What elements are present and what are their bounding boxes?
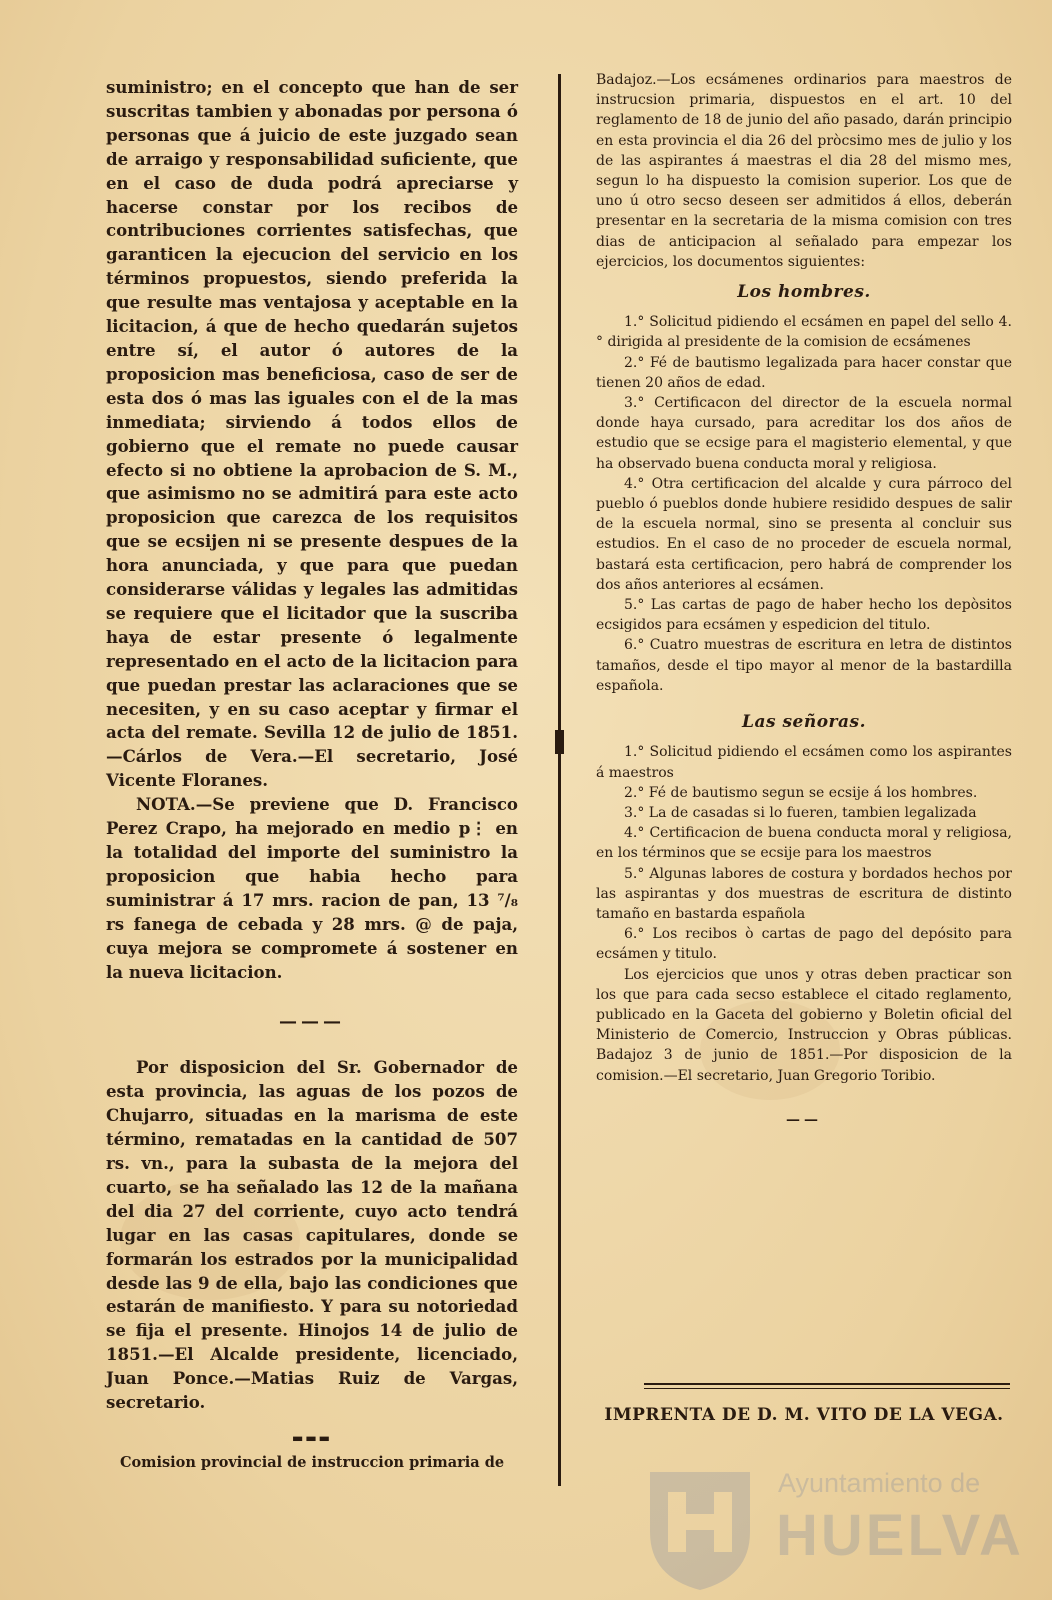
right-column [596, 70, 1012, 1130]
separator: —— [786, 1111, 822, 1128]
license-paragraph: suministro; en el concepto que han de ser suscritas tambien y abonadas por persona ó personas que á juicio de este juzgado sean de arraigo y responsabilidad suficiente, que en el caso de duda podrá apreciarse y hacerse constar por los recibos de contribuciones corrientes satisfechas, que garanticen la ejecucion del servicio en los términos propuestos, siendo preferida la que resulte mas ventajosa y aceptable en la licitacion, á que de hecho quedarán sujetos entre sí, el autor ó autores de la proposicion mas beneficiosa, caso de ser de esta dos ó mas las iguales con el de la mas inmediata; sirviendo á todos ellos de gobierno que el remate no puede causar efecto si no obtiene la aprobacion de S. M., que asimismo no se admitirá para este acto proposicion que carezca de los requisitos que se ecsijen ni se presente despues de la hora anunciada, y que para que puedan considerarse válidas y legales las admitidas se requiere que el licitador que la suscriba haya de estar presente ó legalmente representado en el acto de la licitacion para que puedan prestar las aclaraciones que se necesiten, y en su caso aceptar y firmar el acta del remate. Sevilla 12 de julio de 1851.—Cárlos de Vera.—El secretario, José Vicente Floranes. [106, 77, 518, 791]
column-divider [558, 74, 561, 1486]
wells-auction-paragraph: Por disposicion del Sr. Gobernador de esta provincia, las aguas de los pozos de Chujarro, situadas en la marisma de este término, rematadas en la cantidad de 507 rs. vn., para la subasta de la mejora del cuarto, se ha señalado las 12 de la mañana del dia 27 del corriente, cuyo acto tendrá lugar en las casas capitulares, donde se formarán los estrados por la municipalidad desde las 9 de ella, bajo las condiciones que estarán de manifiesto. Y para su notoriedad se fija el presente. Hinojos 14 de julio de 1851.—El Alcalde presidente, licenciado, Juan Ponce.—Matias Ruiz de Vargas, secretario. [106, 1057, 518, 1413]
watermark-line1: Ayuntamiento de [778, 1468, 981, 1498]
list-item: 4.° Certificacion de buena conducta moral y religiosa, en los términos que se ecsije para los maestros [596, 825, 1012, 862]
list-item: 4.° Otra certificacion del alcalde y cura párroco del pueblo ó pueblos donde hubiere residido despues de salir de la escuela normal, sino se presenta al concluir sus estudios. En el caso de no proceder de escuela normal, bastará esta certificacion, pero habrá de comprender los dos años anteriores al ecsámen. [596, 475, 1012, 593]
list-item: 1.° Solicitud pidiendo el ecsámen en papel del sello 4.° dirigida al presidente de la comision de ecsámenes [596, 314, 1012, 351]
separator: ——— [279, 1011, 345, 1033]
nota-paragraph: NOTA.—Se previene que D. Francisco Perez Crapo, ha mejorado en medio p⋮ en la totalidad del importe del suministro la proposicion que habia hecho para suministrar á 17 mrs. racion de pan, 13 ⁷/₈ rs fanega de cebada y 28 mrs. @ de paja, cuya mejora se compromete á sostener en la nueva licitacion. [106, 794, 518, 982]
men-heading: Los hombres. [737, 282, 871, 303]
list-item: 6.° Los recibos ò cartas de pago del depósito para ecsámen y titulo. [596, 926, 1012, 963]
crest-icon [640, 1452, 760, 1592]
imprint: IMPRENTA DE D. M. VITO DE LA VEGA. [604, 1405, 1004, 1425]
footer-heading: Comision provincial de instruccion primaria de [119, 1453, 505, 1471]
watermark-line2: HUELVA [776, 1503, 1024, 1568]
list-item: 3.° Certificacon del director de la escuela normal donde haya cursado, para acreditar los dos años de estudio que se ecsige para el magisterio elemental, y que ha observado buena conducta moral y religiosa. [596, 395, 1012, 472]
list-item: 1.° Solicitud pidiendo el ecsámen como los aspirantes á maestros [596, 744, 1012, 781]
imprint-rule [644, 1383, 1010, 1385]
left-column [106, 76, 518, 1475]
women-list [596, 742, 1012, 964]
list-item: 5.° Algunas labores de costura y bordados hechos por las aspirantas y dos muestras de escritura de distinto tamaño en bastarda española [596, 865, 1012, 922]
imprint-rule-thin [644, 1388, 1010, 1389]
small-rule: ▬▬▬ [291, 1430, 332, 1445]
list-item: 6.° Cuatro muestras de escritura en letra de distintos tamaños, desde el tipo mayor al menor de la bastardilla española. [596, 637, 1012, 694]
closing-paragraph: Los ejercicios que unos y otras deben practicar son los que para cada secso establece el citado reglamento, publicado en la Gaceta del gobierno y Boletin oficial del Ministerio de Comercio, Instruccion y Obras públicas. Badajoz 3 de junio de 1851.—Por disposicion de la comision.—El secretario, Juan Gregorio Toribio. [596, 966, 1012, 1084]
divider-mark [555, 730, 564, 754]
watermark [640, 1452, 1040, 1592]
list-item: 2.° Fé de bautismo segun se ecsije á los hombres. [624, 784, 978, 801]
list-item: 5.° Las cartas de pago de haber hecho los depòsitos ecsigidos para ecsámen y espedicion del titulo. [596, 597, 1012, 634]
women-heading: Las señoras. [741, 712, 866, 733]
list-item: 2.° Fé de bautismo legalizada para hacer constar que tienen 20 años de edad. [596, 354, 1012, 391]
men-list [596, 312, 1012, 696]
list-item: 3.° La de casadas si lo fueren, tambien legalizada [624, 804, 977, 821]
exam-intro: Badajoz.—Los ecsámenes ordinarios para maestros de instrucsion primaria, dispuestos en el art. 10 del reglamento de 18 de junio del año pasado, darán principio en esta provincia el dia 26 del pròcsimo mes de julio y los de las aspirantes á maestras el dia 28 del mismo mes, segun lo ha dispuesto la comision superior. Los que de uno ú otro secso deseen ser admitidos á ellos, deberán presentar en la secretaria de la misma comision con tres dias de anticipacion al señalado para empezar los ejercicios, los documentos siguientes: [596, 72, 1012, 270]
